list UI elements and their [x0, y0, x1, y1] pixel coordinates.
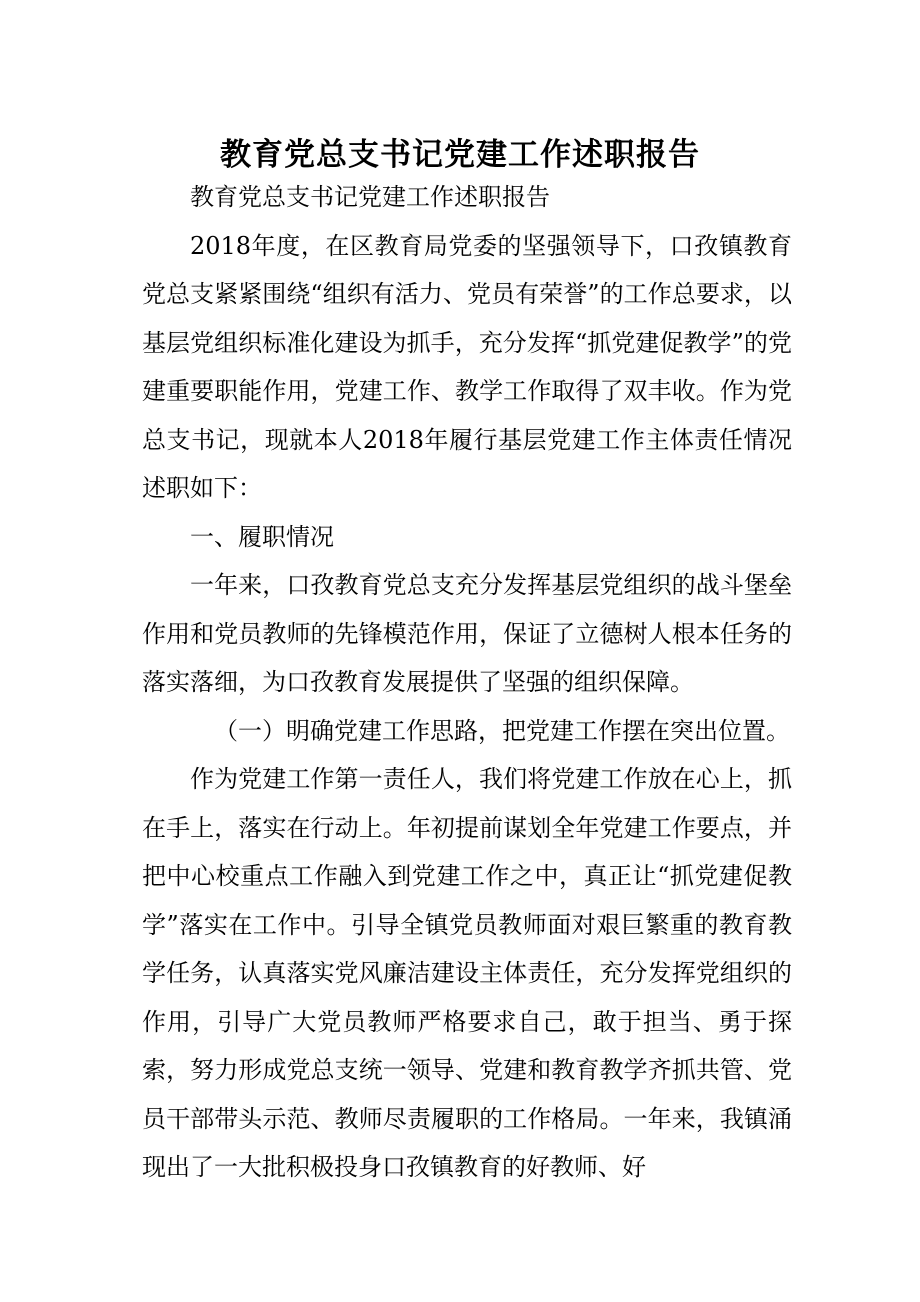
document-title: 教育党总支书记党建工作述职报告 — [220, 136, 700, 173]
subsection-heading: （一）明确党建工作思路，把党建工作摆在突出位置。 — [214, 716, 790, 745]
body-paragraph: 作为党建工作第一责任人，我们将党建工作放在心上，抓在手上，落实在行动上。年初提前谋划全年党建工作要点，并把中心校重点工作融入到党建工作之中，真正让“抓党建促教学”落实在工作中。引导全镇党员教师面对艰巨繁重的教育教学任务，认真落实党风廉洁建设主体责任，充分发挥党组织的作用，引导广大党员教师严格要求自己，敢于担当、勇于探索，努力形成党总支统一领导、党建和教育教学齐抓共管、党员干部带头示范、教师尽责履职的工作格局。一年来，我镇涌现出了一大批积极投身口孜镇教育的好教师、好 — [142, 765, 792, 1181]
intro-paragraph: 2018年度，在区教育局党委的坚强领导下，口孜镇教育党总支紧紧围绕“组织有活力、党员有荣誉”的工作总要求，以基层党组织标准化建设为抓手，充分发挥“抓党建促教学”的党建重要职能作用，党建工作、教学工作取得了双丰收。作为党总支书记，现就本人2018年履行基层党建工作主体责任情况述职如下： — [142, 231, 792, 502]
subtitle-paragraph: 教育党总支书记党建工作述职报告 — [190, 183, 550, 211]
body-paragraph: 一年来，口孜教育党总支充分发挥基层党组织的战斗堡垒作用和党员教师的先锋模范作用，保证了立德树人根本任务的落实落细，为口孜教育发展提供了坚强的组织保障。 — [142, 571, 792, 696]
document-body — [142, 173, 792, 1192]
section-heading: 一、履职情况 — [190, 522, 334, 551]
